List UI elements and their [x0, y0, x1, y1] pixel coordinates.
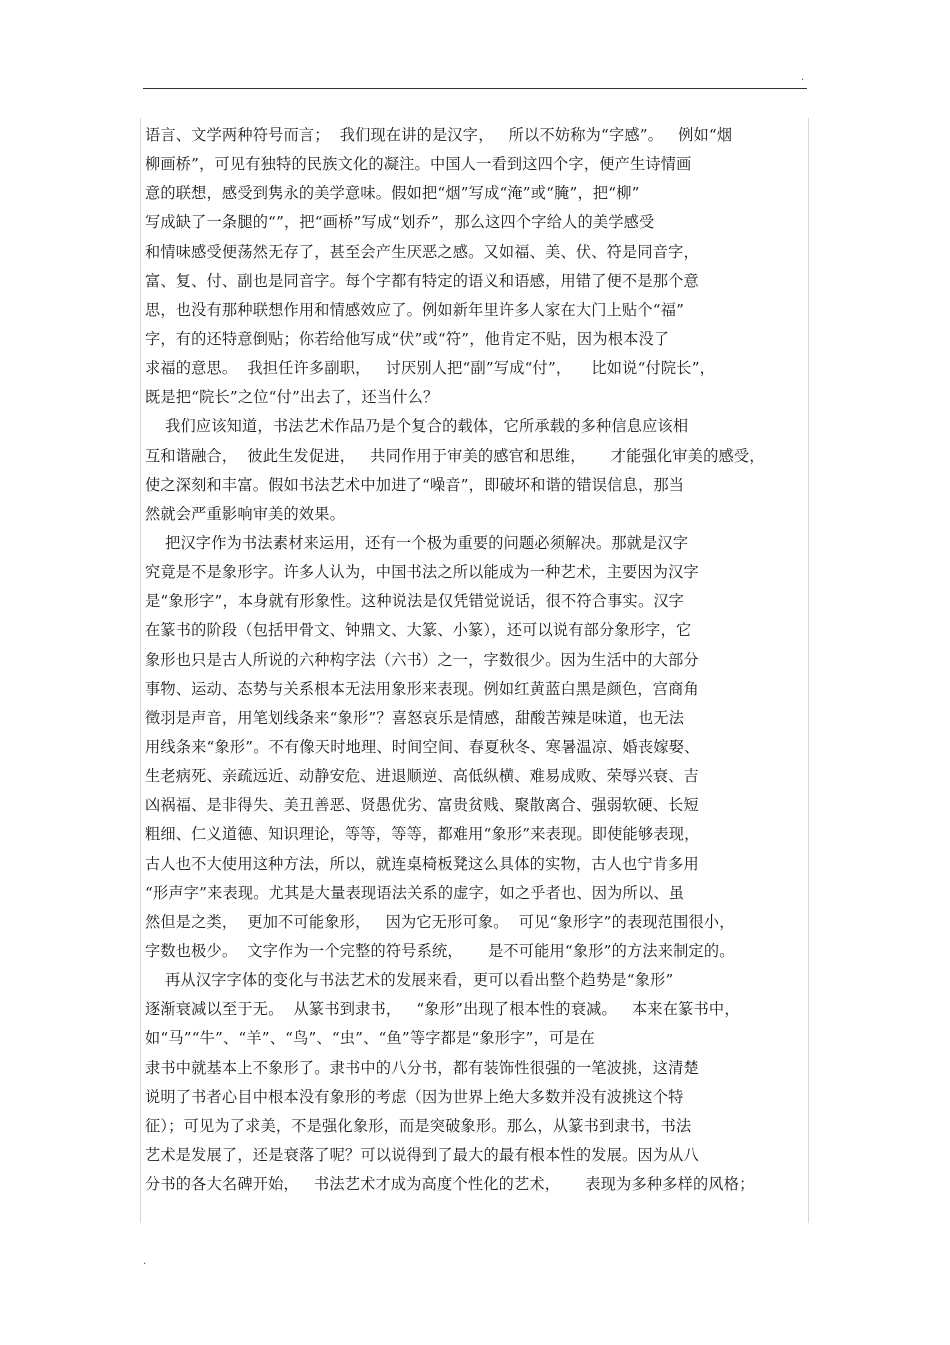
- text-line: 用线条来“象形”。不有像天时地理、时间空间、春夏秋冬、寒暑温凉、婚丧嫁娶、: [145, 737, 700, 756]
- text-line: 再从汉字字体的变化与书法艺术的发展来看，更可以看出整个趋势是“象形”: [145, 971, 674, 990]
- text-line: 然但是之类， 更加不可能象形， 因为它无形可象。 可见“象形字”的表现范围很小，: [145, 912, 735, 931]
- text-line: 写成缺了一条腿的“”，把“画桥”写成“划乔”，那么这四个字给人的美学感受: [145, 213, 655, 232]
- text-line: 粗细、仁义道德、知识理论，等等，等等，都难用“象形”来表现。即使能够表现，: [145, 825, 700, 844]
- text-line: 使之深刻和丰富。假如书法艺术中加进了“噪音”，即破坏和谐的错误信息，那当: [145, 475, 685, 494]
- text-line: 语言、文学两种符号而言； 我们现在讲的是汉字， 所以不妨称为“字感”。 例如“烟: [145, 126, 733, 144]
- text-line: 分书的各大名碑开始， 书法艺术才成为高度个性化的艺术， 表现为多种多样的风格；: [145, 1175, 755, 1194]
- text-line: 互和谐融合， 彼此生发促进， 共同作用于审美的感官和思维， 才能强化审美的感受，: [145, 446, 765, 465]
- text-line: 艺术是发展了，还是衰落了呢？可以说得到了最大的最有根本性的发展。因为从八: [145, 1145, 699, 1164]
- text-line: 字数也极少。 文字作为一个完整的符号系统， 是不可能用“象形”的方法来制定的。: [145, 941, 735, 960]
- text-line: 柳画桥”，可见有独特的民族文化的凝注。中国人一看到这四个字，便产生诗情画: [145, 155, 692, 174]
- text-line: 征）；可见为了求美，不是强化象形，而是突破象形。那么，从篆书到隶书，书法: [145, 1116, 692, 1135]
- text-line: 求福的意思。 我担任许多副职， 讨厌别人把“副”写成“付”， 比如说“付院长”，: [145, 359, 716, 378]
- text-line: 古人也不大使用这种方法，所以，就连桌椅板凳这么具体的实物，古人也宁肯多用: [145, 854, 699, 873]
- text-line: 我们应该知道，书法艺术作品乃是个复合的载体，它所承载的多种信息应该相: [145, 417, 689, 436]
- text-line: 富、复、付、副也是同音字。每个字都有特定的语义和语感，用错了便不是那个意: [145, 271, 699, 290]
- body-text: [145, 121, 805, 1199]
- text-line: 隶书中就基本上不象形了。隶书中的八分书，都有装饰性很强的一笔波挑，这清楚: [145, 1058, 699, 1077]
- text-line: 如“马”“牛”、“羊”、“鸟”、“虫”、“鱼”等字都是“象形字”，可是在: [145, 1029, 596, 1048]
- text-line: 把汉字作为书法素材来运用，还有一个极为重要的问题必须解决。那就是汉字: [145, 533, 689, 552]
- text-line: 徵羽是声音，用笔划线条来“象形”？喜怒哀乐是情感，甜酸苦辣是味道，也无法: [145, 708, 685, 727]
- text-line: 是“象形字”，本身就有形象性。这种说法是仅凭错觉说话，很不符合事实。汉字: [145, 592, 685, 611]
- text-line: 事物、运动、态势与关系根本无法用象形来表现。例如红黄蓝白黑是颜色，宫商角: [145, 679, 699, 698]
- text-line: 在篆书的阶段（包括甲骨文、钟鼎文、大篆、小篆），还可以说有部分象形字，它: [145, 621, 692, 640]
- text-line: 思，也没有那种联想作用和情感效应了。例如新年里许多人家在大门上贴个“福”: [145, 300, 685, 319]
- text-line: 和情味感受便荡然无存了，甚至会产生厌恶之感。又如福、美、伏、符是同音字，: [145, 242, 699, 261]
- header-rule: [143, 88, 807, 89]
- text-line: 逐渐衰减以至于无。 从篆书到隶书， “象形”出现了根本性的衰减。 本来在篆书中，: [145, 1000, 740, 1019]
- text-line: 说明了书者心目中根本没有象形的考虑（因为世界上绝大多数并没有波挑这个特: [145, 1087, 684, 1106]
- text-line: 象形也只是古人所说的六种构字法（六书）之一，字数很少。因为生活中的大部分: [145, 650, 699, 669]
- text-line: 凶祸福、是非得失、美丑善恶、贤愚优劣、富贵贫贱、聚散离合、强弱软硬、长短: [145, 796, 699, 815]
- text-line: 意的联想，感受到隽永的美学意味。假如把“烟”写成“淹”或“腌”，把“柳”: [145, 184, 640, 203]
- text-line: 然就会严重影响审美的效果。: [145, 504, 346, 523]
- text-line: 字，有的还特意倒贴；你若给他写成“伏”或“符”，他肯定不贴，因为根本没了: [145, 329, 670, 348]
- footer-mark: .: [143, 1256, 147, 1267]
- text-line: “形声字”来表现。尤其是大量表现语法关系的虚字，如之乎者也、因为所以、虽: [145, 883, 685, 902]
- text-line: 生老病死、亲疏远近、动静安危、进退顺逆、高低纵横、难易成败、荣辱兴衰、吉: [145, 767, 699, 786]
- text-line: 既是把“院长”之位“付”出去了，还当什么？: [145, 388, 439, 407]
- header-mark: .: [801, 72, 805, 83]
- text-line: 究竟是不是象形字。许多人认为，中国书法之所以能成为一种艺术，主要因为汉字: [145, 563, 699, 582]
